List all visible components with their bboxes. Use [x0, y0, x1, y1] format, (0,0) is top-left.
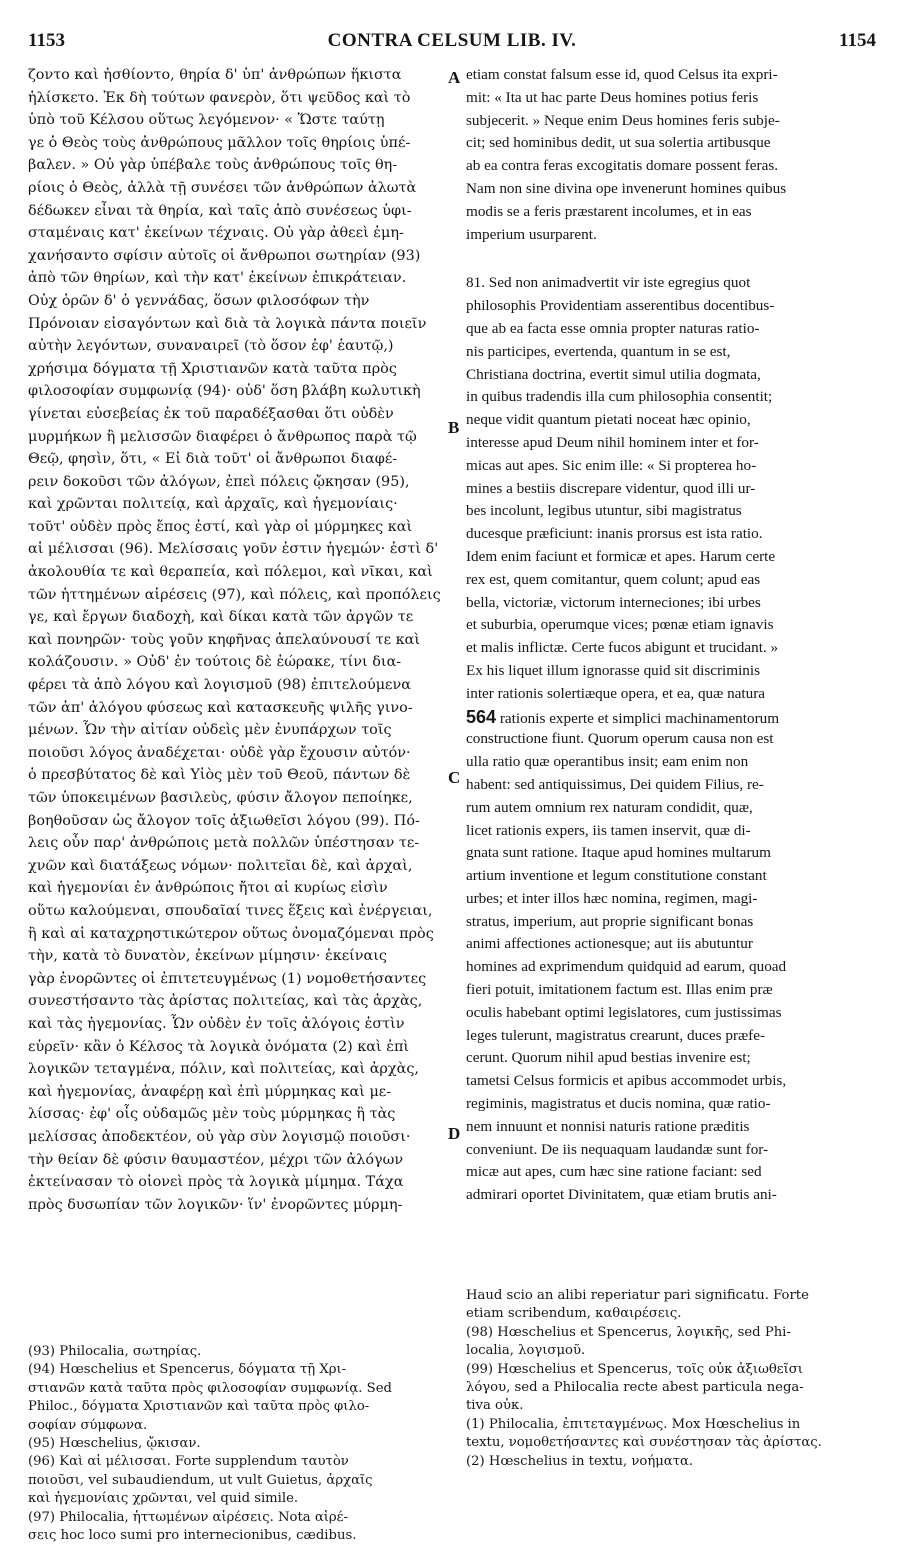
latin-paragraph-81-cont: [466, 728, 878, 1207]
greek-text-line: ὁ πρεσβύτατος δὲ καὶ Υἱὸς μὲν τοῦ Θεοῦ, πάντων δὲ: [28, 767, 411, 784]
footnote-line: (93) Philocalia, σωτηρίας.: [28, 1344, 202, 1359]
margin-letter-d: D: [448, 1124, 461, 1143]
footnote-line: (95) Hœschelius, ᾤκισαν.: [28, 1435, 201, 1451]
footnote-line: λόγου, sed a Philocalia recte abest particula nega-: [466, 1379, 804, 1395]
greek-text-line: χανήσαντο σφίσιν αὐτοῖς οἱ ἄνθρωποι σωτηρίαν (93): [28, 247, 421, 264]
margin-page-number: 564: [466, 706, 497, 727]
footnote-line: σοφίαν σύμφωνα.: [28, 1417, 148, 1433]
greek-text-line: γὰρ ἐνορῶντες οἱ ἐπιτετευγμένως (1) νομοθετήσαντες: [28, 970, 427, 987]
footnote-line: ποιοῦσι, vel subaudiendum, ut vult Guietus, ἀρχαῖς: [28, 1472, 373, 1488]
footnotes-right: [466, 1287, 878, 1471]
greek-text-line: ἢ καὶ αἱ καταχρηστικώτερον οὕτως ὀνομαζόμεναι πρὸς: [28, 925, 434, 942]
greek-text-line: καὶ πονηρῶν· τοὺς γοῦν κηφῆνας ἀπελαύνουσί τε καὶ: [28, 631, 421, 648]
latin-text-line: stratus, imperium, aut proprie significant bonas: [466, 912, 754, 930]
right-page-number: 1154: [839, 30, 876, 51]
margin-letter-c: C: [448, 768, 461, 787]
greek-text-line: Οὐχ ὁρῶν δ' ὁ γεννάδας, ὅσων φιλοσόφων τὴν: [28, 292, 370, 309]
greek-text-line: κολάζουσιν. » Οὐδ' ἐν τούτοις δὲ ἑώρακε, τίνι δια-: [28, 654, 402, 671]
greek-text-line: μελίσσας ἀποδεκτέον, οὐ γὰρ σὺν λογισμῷ ποιοῦσι·: [28, 1128, 411, 1145]
latin-text-line: ulla ratio quæ operantibus insit; eam enim non: [466, 753, 749, 771]
latin-text-line: artium inventione et legum constitutione constant: [466, 867, 767, 885]
greek-text-line: αὐτὴν λεγόντων, συναναιρεῖ (τὸ ὅσον ἐφ' ἑαυτῷ,): [28, 338, 394, 355]
latin-text-line: rex est, quem comitantur, quem colunt; apud eas: [466, 570, 761, 588]
latin-line-text: rationis experte et simplici machinamentorum: [499, 709, 780, 727]
latin-text-line: et suburbia, operumque vices; pœnæ etiam ignavis: [466, 616, 774, 634]
greek-text-line: μυρμήκων ἢ μελισσῶν διαφέρει ὁ ἄνθρωπος παρὰ τῷ: [28, 428, 417, 445]
latin-text-line: et malis inflictæ. Certe fucos abigunt et trucidant. »: [466, 639, 779, 657]
latin-text-line: subjecerit. » Neque enim Deus homines feris subje-: [466, 111, 780, 129]
greek-text-line: καὶ ἡγεμονίας, ἀναφέρῃ καὶ ἐπὶ μύρμηκας καὶ με-: [28, 1083, 392, 1100]
latin-text-line: urbes; et inter illos hæc nomina, regimen, magi-: [466, 889, 758, 907]
latin-text-line: rum autem omnium rex naturam condidit, quæ,: [466, 798, 753, 816]
greek-text-line: χνῶν καὶ διατάξεως νόμων· πολιτεῖαι δὲ, καὶ ἀρχαὶ,: [28, 857, 413, 874]
greek-text-line: εὑρεῖν· κἂν ὁ Κέλσος τὰ λογικὰ ὀνόματα (2) καὶ ἐπὶ: [28, 1038, 410, 1055]
latin-text-line: cit; sed hominibus dedit, ut sua solertia artibusque: [466, 134, 771, 152]
latin-text-line: 81. Sed non animadvertit vir iste egregius quot: [466, 274, 751, 292]
footnote-line: σεις hoc loco sumi pro internecionibus, cædibus.: [28, 1527, 357, 1543]
latin-text-line: mit: « Ita ut hac parte Deus homines potius feris: [466, 88, 759, 106]
footnote-line: καὶ ἡγεμονίαις χρῶνται, vel quid simile.: [28, 1491, 299, 1507]
latin-paragraph-80: [466, 64, 878, 246]
greek-text-line: ἀκολουθία τε καὶ θεραπεία, καὶ πόλεμοι, καὶ νῖκαι, καὶ: [28, 564, 433, 581]
greek-text-line: τὴν θείαν δὲ φύσιν θαυμαστέον, μέχρι τῶν ἀλόγων: [28, 1151, 404, 1168]
greek-text-line: ζοντο καὶ ἠσθίοντο, θηρία δ' ὑπ' ἀνθρώπων ἥκιστα: [28, 67, 402, 83]
greek-text-line: φέρει τὰ ἀπὸ λόγου καὶ λογισμοῦ (98) ἐπιτελούμενα: [28, 677, 411, 694]
footnote-line: (1) Philocalia, ἐπιτεταγμένως. Mox Hœschelius in: [466, 1416, 801, 1432]
greek-text-line: λεις οὖν παρ' ἀνθρώποις μετὰ πολλῶν ὑπέστησαν τε-: [28, 835, 420, 852]
greek-text-line: Πρόνοιαν εἰσαγόντων καὶ διὰ τὰ λογικὰ πάντα ποιεῖν: [28, 315, 427, 332]
greek-text-line: γίνεται εὐσεβείας ἐκ τοῦ παραδέξασθαι ὅτι οὐδὲν: [28, 405, 394, 422]
footnote-line: (98) Hœschelius et Spencerus, λογικῆς, sed Phi-: [466, 1324, 791, 1340]
footnote-line: etiam scribendum, καθαιρέσεις.: [466, 1306, 682, 1322]
greek-text-line: καὶ χρῶνται πολιτείᾳ, καὶ ἀρχαῖς, καὶ ἡγεμονίαις·: [28, 496, 398, 513]
greek-text-line: σταμέναις κατ' ἐκείνων τέχναις. Οὐ γὰρ ἀθεεὶ ἐμη-: [28, 225, 404, 242]
latin-text-line: conveniunt. De iis nequaquam laudandæ sunt for-: [466, 1140, 769, 1158]
greek-text-line: λίσσας· ἐφ' οἷς οὐδαμῶς μὲν τοὺς μύρμηκας ἢ τὰς: [28, 1106, 396, 1123]
latin-text-line: bes incolunt, legibus utuntur, sibi magistratus: [466, 502, 742, 520]
margin-letter-b: B: [448, 418, 460, 437]
latin-text-line: micæ aut apes, cum hæc sine ratione faciant: sed: [466, 1163, 762, 1181]
latin-text-line: nem innuunt et nonnisi naturis ratione præditis: [466, 1117, 750, 1135]
latin-text-line: bella, victoriæ, victorum interneciones; ibi urbes: [466, 593, 761, 611]
footnote-line: (96) Καὶ αἱ μέλισσαι. Forte supplendum ταυτὸν: [28, 1454, 349, 1470]
greek-text-line: τοῦτ' οὐδὲν πρὸς ἔπος ἐστί, καὶ γὰρ οἱ μύρμηκες καὶ: [28, 518, 413, 535]
latin-text-line: philosophis Providentiam asserentibus docentibus-: [466, 297, 775, 315]
latin-text-line: tametsi Celsus formicis et apibus accommodet urbis,: [466, 1072, 787, 1090]
latin-text-line: regiminis, magistratus et ducis nomina, quæ ratio-: [466, 1095, 771, 1113]
latin-text-line: animi affectiones actionesque; aut iis abutuntur: [466, 935, 753, 953]
greek-text-line: πρὸς δυσωπίαν τῶν λογικῶν· ἵν' ἐνορῶντες μύρμη-: [28, 1196, 403, 1213]
greek-text-line: οὕτω καλούμεναι, σπουδαῖαί τινες ἕξεις καὶ ἐνέργειαι,: [28, 902, 433, 919]
left-page-number: 1153: [28, 30, 65, 51]
footnote-line: (97) Philocalia, ἡττωμένων αἱρέσεις. Nota αἱρέ-: [28, 1509, 348, 1525]
greek-text-line: ἡλίσκετο. Ἐκ δὴ τούτων φανερὸν, ὅτι ψεῦδος καὶ τὸ: [28, 89, 411, 106]
latin-text-line: que ab ea facta esse omnia propter naturas ratio-: [466, 319, 760, 337]
latin-text-line: cerunt. Quorum nihil apud bestias invenire est;: [466, 1049, 751, 1067]
greek-text-line: βοηθοῦσαν ὡς ἄλογον τοῖς ἀξιωθεῖσι λόγου (99). Πό-: [28, 812, 420, 829]
latin-text-line: nis participes, evertenda, quantum in se est,: [466, 342, 731, 360]
greek-text-line: ποιοῦσι λόγος ἀναδέχεται· οὐδὲ γὰρ ἔχουσιν αὐτόν·: [28, 744, 411, 761]
greek-text-line: αἱ μέλισσαι (96). Μελίσσαις γοῦν ἐστιν ἡγεμών· ἐστὶ δ': [28, 541, 439, 558]
greek-text-line: δέδωκεν εἶναι τὰ θηρία, καὶ ταῖς ἀπὸ συνέσεως ὑφι-: [28, 202, 412, 219]
footnote-line: tiva οὐκ.: [466, 1398, 524, 1414]
latin-text-line: Christiana doctrina, evertit simul utilia dogmata,: [466, 365, 761, 383]
latin-text-line: inter rationis solertiæque opera, et ea, quæ natura: [466, 684, 766, 702]
footnote-line: (94) Hœschelius et Spencerus, δόγματα τῇ Χρι-: [28, 1362, 347, 1378]
greek-text-line: χρήσιμα δόγματα τῇ Χριστιανῶν κατὰ ταῦτα πρὸς: [28, 360, 397, 377]
latin-text-line: neque vidit quantum pietati noceat hæc opinio,: [466, 411, 751, 429]
greek-text-line: συνεστήσαντο τὰς ἀρίστας πολιτείας, καὶ τὰς ἀρχὰς,: [28, 993, 423, 1010]
latin-text-line: modis se a feris præstarent incolumes, et in eas: [466, 202, 752, 220]
greek-text-line: γε, καὶ ἔργων διαδοχὴ, καὶ δίκαι κατὰ τῶν ἀργῶν τε: [28, 609, 414, 626]
greek-text-line: καὶ ἡγεμονίαι ἐν ἀνθρώποις ἤτοι αἱ κυρίως εἰσὶν: [28, 880, 388, 897]
greek-text-line: ρειν δοκοῦσι τῶν ἀλόγων, ἐπεὶ πόλεις ᾤκησαν (95),: [28, 473, 410, 490]
greek-text-line: βαλεν. » Οὐ γὰρ ὑπέβαλε τοὺς ἀνθρώπους τοῖς θη-: [28, 157, 398, 174]
latin-text-line: etiam constat falsum esse id, quod Celsus ita expri-: [466, 66, 778, 83]
greek-text-line: Θεῷ, φησὶν, ὅτι, « Εἰ διὰ τοῦτ' οἱ ἄνθρωποι διαφέ-: [28, 451, 398, 468]
latin-paragraph-81: [466, 272, 878, 705]
greek-text-line: ἐκτείνασαν τὸ οἱονεὶ πρὸς τὰ λογικὰ μίμημα. Τάχα: [28, 1174, 404, 1191]
running-title: CONTRA CELSUM LIB. IV.: [327, 30, 577, 51]
latin-text-line: licet rationis expers, iis tamen inservit, quæ di-: [466, 821, 751, 839]
running-header: [28, 30, 876, 56]
latin-text-line: gnata sunt ratione. Itaque apud homines multarum: [466, 844, 771, 862]
latin-text-line: Nam non sine divina ope invenerunt homines quibus: [466, 179, 787, 197]
footnote-line: στιανῶν κατὰ ταῦτα πρὸς φιλοσοφίαν συμφωνίᾳ. Sed: [28, 1380, 392, 1396]
footnotes-left: [28, 1343, 442, 1545]
greek-text-line: λογικῶν τεταγμένα, πόλιν, καὶ πολιτείας, καὶ ἀρχὰς,: [28, 1061, 419, 1078]
latin-text-line: Idem enim faciunt et formicæ et apes. Harum certe: [466, 547, 776, 565]
greek-text-line: ἀπὸ τῶν θηρίων, καὶ τὴν κατ' ἐκείνων ἐπικράτειαν.: [28, 270, 407, 287]
footnote-line: Philoc., δόγματα Χριστιανῶν καὶ ταῦτα πρὸς φιλο-: [28, 1399, 370, 1415]
greek-text-line: καὶ τὰς ἡγεμονίας. Ὧν οὐδὲν ἐν τοῖς ἀλόγοις ἐστὶν: [28, 1015, 405, 1032]
latin-line-with-number: [466, 706, 878, 729]
greek-text-line: φιλοσοφίαν συμφωνίᾳ (94)· οὐδ' ὅση βλάβη κωλυτικὴ: [28, 383, 421, 400]
footnote-line: (2) Hœschelius in textu, νοήματα.: [466, 1453, 694, 1469]
latin-text-line: leges tulerunt, magistratus crearunt, duces præfe-: [466, 1026, 766, 1044]
latin-text-line: micas aut apes. Sic enim ille: « Si propterea ho-: [466, 456, 757, 474]
footnote-line: Haud scio an alibi reperiatur pari significatu. Forte: [466, 1288, 809, 1303]
greek-text-line: ὑπὸ τοῦ Κέλσου οὕτως λεγόμενον· « Ὥστε ταύτῃ: [28, 112, 385, 129]
latin-text-line: homines ad exprimendum quidquid ad earum, quoad: [466, 958, 787, 976]
greek-text-line: ρίοις ὁ Θεὸς, ἀλλὰ τῇ συνέσει τῶν ἀνθρώπων ἁλωτὰ: [28, 179, 417, 196]
footnote-line: (99) Hœschelius et Spencerus, τοῖς οὐκ ἀξιωθεῖσι: [466, 1361, 803, 1377]
greek-text-line: τῶν ὑποκειμένων βασιλεὺς, φύσιν ἄλογον πεποίηκε,: [28, 790, 413, 806]
latin-text-line: ducesque præficiunt: inanis prorsus est ista ratio.: [466, 525, 763, 543]
margin-letter-a: A: [448, 68, 461, 87]
latin-text-line: interesse apud Deum nihil hominem inter et for-: [466, 433, 759, 451]
latin-text-line: habent: sed antiquissimus, Dei quidem Filius, re-: [466, 775, 764, 793]
footnote-line: textu, νομοθετήσαντες καὶ συνέστησαν τὰς ἀρίστας.: [466, 1435, 822, 1451]
greek-text-line: τῶν ἀπ' ἀλόγου φύσεως καὶ κατασκευῆς ψιλῆς γινο-: [28, 699, 413, 716]
latin-column: [466, 64, 878, 1207]
greek-text-line: τὴν, κατὰ τὸ δυνατὸν, ἐκείνων μίμησιν· ἐκείναις: [28, 948, 387, 965]
footnote-line: localia, λογισμοῦ.: [466, 1343, 586, 1359]
latin-text-line: oculis habebant optimi legislatores, cum justissimas: [466, 1003, 782, 1021]
latin-text-line: constructione fiunt. Quorum operum causa non est: [466, 730, 774, 748]
latin-text-line: Ex his liquet illum ignorasse quid sit discriminis: [466, 661, 761, 679]
greek-column: [28, 64, 442, 1216]
latin-text-line: admirari oportet Divinitatem, quæ etiam brutis ani-: [466, 1186, 777, 1204]
latin-text-line: in quibus tradendis illa cum philosophia consentit;: [466, 388, 773, 406]
latin-text-line: mines a bestiis discrepare videntur, quod illi ur-: [466, 479, 756, 497]
latin-text-line: ab ea contra feras excogitatis domare possent feras.: [466, 157, 779, 175]
greek-text-line: μένων. Ὧν τὴν αἰτίαν οὐδεὶς μὲν ἐνυπάρχων τοῖς: [28, 722, 392, 739]
latin-text-line: fieri potuit, imitationem factum est. Illas enim præ: [466, 981, 773, 999]
greek-text-line: γε ὁ Θεὸς τοὺς ἀνθρώπους μᾶλλον τοῖς θηρίοις ὑπέ-: [28, 134, 411, 151]
latin-text-line: imperium usurparent.: [466, 225, 597, 243]
greek-text-line: τῶν ἡττημένων αἱρέσεις (97), καὶ πόλεις, καὶ προπόλεις: [28, 586, 441, 603]
